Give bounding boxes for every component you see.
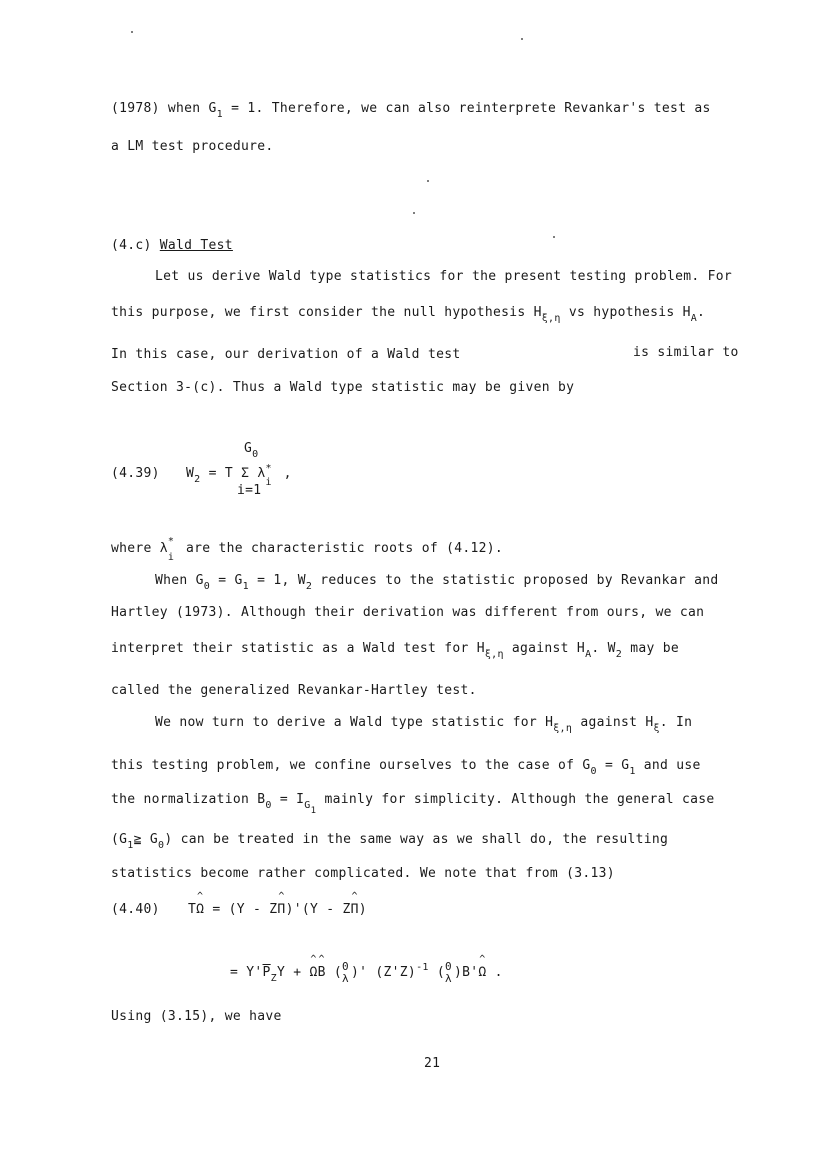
text-run: )'(Y - Z [285, 902, 351, 917]
text-run: λ [342, 972, 349, 985]
text-line: where λ * i are the characteristic roots of (4.12). [111, 536, 503, 563]
text-run: ( [428, 965, 445, 980]
text-run: (1978) when G [111, 101, 217, 116]
subscript: 2 [305, 581, 313, 592]
section-number: (4.c) [111, 238, 152, 253]
text-run: = 1. Therefore, we can also reinterprete Revankar's test as [222, 101, 711, 116]
omega-hat: ^ Ω [478, 966, 486, 979]
text-run: G [244, 441, 253, 456]
subscript: 0 [265, 800, 272, 811]
subscript: 0 [203, 581, 211, 592]
subscript: 0 [157, 840, 165, 851]
text-run: G [304, 800, 311, 811]
text-run: = I [271, 792, 305, 807]
text-run: ≧ G [133, 832, 158, 847]
subscript: A [690, 313, 698, 324]
text-run: . [697, 305, 706, 320]
text-line: Hartley (1973). Although their derivation was different from ours, we can [111, 605, 705, 620]
section-heading [111, 239, 233, 252]
pi-hat: ^ Π [277, 903, 285, 916]
stacked-vector [342, 960, 351, 985]
equation-continuation [230, 960, 503, 985]
pi-hat: ^ Π [351, 903, 359, 916]
text-run: )' (Z'Z) [351, 965, 417, 980]
subscript: 0 [252, 449, 259, 460]
scan-speck [131, 31, 133, 33]
text-run: = G [596, 758, 630, 773]
subscript: ξ,η [541, 313, 561, 324]
text-run: may be [622, 641, 680, 656]
text-run: When G [155, 573, 204, 588]
text-run: λ [444, 972, 452, 985]
subscript: 1 [242, 581, 249, 592]
equation-label: (4.40) [111, 902, 160, 917]
scan-speck [413, 212, 415, 214]
text-line [111, 792, 715, 816]
text-run: . [486, 965, 503, 980]
subscript: 1 [216, 109, 223, 120]
text-line: statistics become rather complicated. We note that from (3.13) [111, 866, 615, 881]
text-run: )B' [453, 965, 479, 980]
text-run: against H [503, 641, 586, 656]
scan-speck [553, 236, 555, 238]
subscript: 1 [310, 806, 317, 816]
text-run: We now turn to derive a Wald type statistic for H [155, 715, 554, 730]
text-line: is similar to [633, 345, 739, 360]
text-run: = (Y - Z [204, 902, 278, 917]
text-line [155, 715, 693, 734]
text-line [111, 832, 669, 851]
text-line: Let us derive Wald type statistics for the present testing problem. For [155, 269, 732, 284]
subscript [304, 800, 317, 816]
text-run: are the characteristic roots of (4.12). [177, 541, 503, 556]
text-run: where λ [111, 541, 168, 556]
equation-body [188, 903, 367, 916]
text-run: this testing problem, we confine ourselves to the case of G [111, 758, 591, 773]
text-line: called the generalized Revankar-Hartley test. [111, 683, 477, 698]
text-line: Section 3-(c). Thus a Wald type statistic may be given by [111, 380, 575, 395]
text-line [111, 101, 711, 120]
text-run: = G [210, 573, 243, 588]
text-run: this purpose, we first consider the null hypothesis H [111, 305, 542, 320]
subscript: Z [270, 973, 277, 984]
text-run: ) can be treated in the same way as we shall do, the resulting [164, 832, 669, 847]
subscript: 0 [590, 766, 597, 777]
text-run: . W [591, 641, 616, 656]
text-line [155, 573, 719, 592]
text-run: T [188, 902, 197, 917]
text-line: a LM test procedure. [111, 139, 274, 154]
section-title: Wald Test [159, 238, 233, 253]
subscript: 2 [615, 649, 623, 660]
text-run: vs hypothesis H [560, 305, 691, 320]
text-run: mainly for simplicity. Although the general case [316, 792, 715, 807]
b-hat: ^ B [318, 966, 326, 979]
superscript: -1 [416, 962, 429, 973]
text-line: In this case, our derivation of a Wald test [111, 347, 461, 362]
omega-hat: ^ Ω [310, 966, 318, 979]
subscript: ξ,η [484, 649, 504, 660]
subscript: 1 [127, 840, 134, 851]
text-run: . In [659, 715, 693, 730]
page-number: 21 [424, 1056, 441, 1071]
text-run: (G [111, 832, 128, 847]
text-run: and use [635, 758, 701, 773]
stacked-vector [444, 960, 454, 985]
equation-label: (4.39) [111, 466, 160, 481]
text-run: = Y' [230, 965, 263, 980]
text-run: Y + [276, 965, 310, 980]
scan-speck [427, 180, 429, 182]
equation-upper-limit [244, 441, 259, 460]
text-run: ( [325, 965, 343, 980]
text-run: against H [572, 715, 654, 730]
subscript: A [585, 649, 592, 660]
scan-speck [521, 38, 523, 40]
text-run: , [275, 466, 292, 481]
text-line [111, 641, 680, 660]
text-run: ) [358, 902, 367, 917]
equation-lower-limit: i=1 [237, 483, 262, 498]
text-line [111, 305, 706, 324]
omega-hat: ^ Ω [196, 903, 204, 916]
text-run: 0 [342, 960, 349, 973]
text-line: Using (3.15), we have [111, 1009, 282, 1024]
subscript: ξ,η [553, 723, 573, 734]
text-run: W [186, 466, 195, 481]
text-run: = T Σ λ [200, 466, 266, 481]
subscript: ξ [653, 723, 660, 734]
equation-body: $W_2 = T$ Σ λ * i , [186, 463, 292, 488]
text-run: interpret their statistic as a Wald test for H [111, 641, 485, 656]
subscript: 1 [629, 766, 636, 777]
projection-bar: $\overline{P}$ [262, 965, 271, 980]
text-run: 0 [444, 960, 452, 973]
text-run: = 1, W [248, 573, 306, 588]
text-line [111, 758, 701, 777]
text-run: reduces to the statistic proposed by Revankar and [312, 573, 719, 588]
text-run: the normalization B [111, 792, 266, 807]
subscript: 2 [194, 474, 201, 485]
